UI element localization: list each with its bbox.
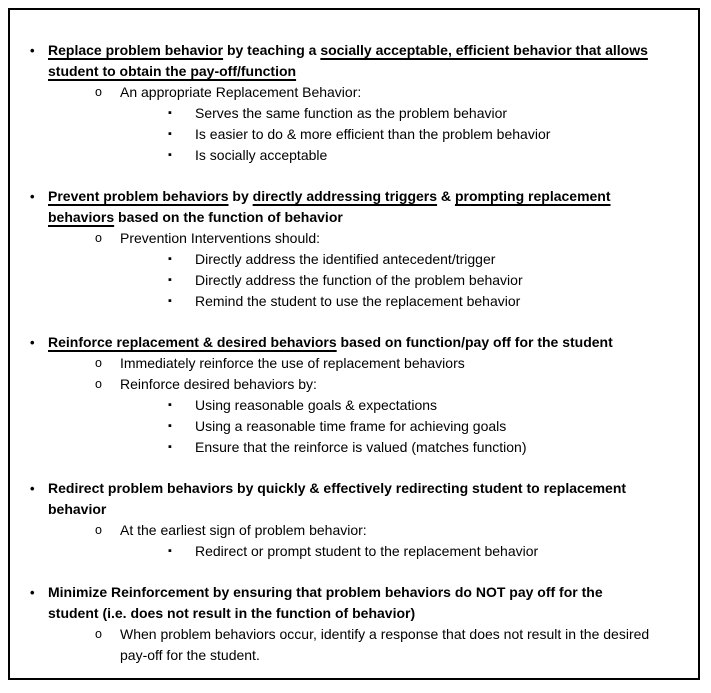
item-line: Reinforce desired behaviors by: <box>120 376 317 392</box>
item-text <box>120 520 367 541</box>
item-text <box>120 82 361 103</box>
subitem-text: Directly address the function of the problem behavior <box>195 272 523 288</box>
heading-row <box>30 478 698 520</box>
heading-segment: behavior <box>48 501 107 517</box>
subitem-text: Using reasonable goals & expectations <box>195 397 438 413</box>
item-text <box>120 228 320 249</box>
heading-line <box>48 186 698 207</box>
subitem-text: Redirect or prompt student to the replacement behavior <box>195 543 539 559</box>
heading-segment: student (i.e. does not result in the function of behavior) <box>48 605 416 621</box>
heading-row <box>30 582 698 624</box>
heading-segment: prompting replacement <box>454 188 611 204</box>
square-marker-icon: ▪ <box>168 420 172 432</box>
bullet-icon: • <box>30 481 35 496</box>
heading-text <box>48 582 698 624</box>
subitem-text: Remind the student to use the replacement behavior <box>195 293 521 309</box>
item-text <box>120 624 649 666</box>
bullet-section <box>30 582 698 666</box>
heading-segment: socially acceptable, efficient behavior that allows <box>320 42 648 58</box>
square-marker-icon: ▪ <box>168 399 172 411</box>
item-line: pay-off for the student. <box>120 647 260 663</box>
heading-line <box>48 40 698 61</box>
heading-line <box>48 332 698 353</box>
circle-marker-icon: o <box>95 523 102 537</box>
list-item-level3 <box>30 103 698 124</box>
heading-segment: Minimize Reinforcement by ensuring that problem behaviors do NOT pay off for the <box>48 584 603 600</box>
item-line: At the earliest sign of problem behavior: <box>120 522 367 538</box>
heading-row <box>30 332 698 353</box>
list-item-level3 <box>30 145 698 166</box>
subitem-text: Is easier to do & more efficient than the problem behavior <box>195 126 551 142</box>
item-line: When problem behaviors occur, identify a response that does not result in the desired <box>120 626 650 642</box>
list-item-level2 <box>30 228 698 249</box>
list-item-level3 <box>30 437 698 458</box>
square-marker-icon: ▪ <box>168 128 172 140</box>
list-item-level3 <box>30 270 698 291</box>
heading-text <box>48 186 698 228</box>
heading-segment: behaviors <box>48 209 115 225</box>
heading-segment: Redirect problem behaviors by quickly & effectively redirecting student to replacement <box>48 480 627 496</box>
bullet-section <box>30 332 698 458</box>
heading-segment: Prevent problem behaviors <box>48 188 229 204</box>
heading-text <box>48 478 698 520</box>
square-marker-icon: ▪ <box>168 253 172 265</box>
heading-line <box>48 207 698 228</box>
bullet-section <box>30 478 698 562</box>
heading-row <box>30 40 698 82</box>
subitem-text: Ensure that the reinforce is valued (matches function) <box>195 439 527 455</box>
square-marker-icon: ▪ <box>168 149 172 161</box>
heading-text <box>48 332 698 353</box>
bullet-icon: • <box>30 335 35 350</box>
heading-segment: based on function/pay off for the student <box>336 334 613 350</box>
heading-segment: & <box>437 188 455 204</box>
list-item-level2 <box>30 520 698 541</box>
subitem-text: Is socially acceptable <box>195 147 328 163</box>
document-page <box>8 8 700 680</box>
list-item-level3 <box>30 291 698 312</box>
item-text <box>120 374 317 395</box>
list-item-level2 <box>30 374 698 395</box>
item-text <box>120 353 465 374</box>
list-item-level2 <box>30 82 698 103</box>
heading-line <box>48 499 698 520</box>
list-item-level3 <box>30 416 698 437</box>
subitem-text: Using a reasonable time frame for achieving goals <box>195 418 507 434</box>
heading-segment: based on the function of behavior <box>114 209 343 225</box>
circle-marker-icon: o <box>95 356 102 370</box>
heading-segment: Reinforce replacement & desired behaviors <box>48 334 337 350</box>
square-marker-icon: ▪ <box>168 274 172 286</box>
item-line: An appropriate Replacement Behavior: <box>120 84 362 100</box>
subitem-text: Directly address the identified antecedent/trigger <box>195 251 496 267</box>
bullet-icon: • <box>30 585 35 600</box>
square-marker-icon: ▪ <box>168 441 172 453</box>
subitem-text: Serves the same function as the problem behavior <box>195 105 508 121</box>
circle-marker-icon: o <box>95 85 102 99</box>
heading-text <box>48 40 698 82</box>
bullet-icon: • <box>30 43 35 58</box>
bullet-icon: • <box>30 189 35 204</box>
list-item-level3 <box>30 541 698 562</box>
heading-line <box>48 478 698 499</box>
list-item-level3 <box>30 124 698 145</box>
square-marker-icon: ▪ <box>168 295 172 307</box>
heading-segment: student to obtain the pay-off/function <box>48 63 297 79</box>
bullet-section <box>30 40 698 166</box>
heading-segment: by <box>228 188 253 204</box>
heading-row <box>30 186 698 228</box>
list-item-level2 <box>30 353 698 374</box>
circle-marker-icon: o <box>95 231 102 245</box>
document-body <box>30 40 698 666</box>
circle-marker-icon: o <box>95 627 102 641</box>
heading-segment: directly addressing triggers <box>252 188 438 204</box>
square-marker-icon: ▪ <box>168 545 172 557</box>
list-item-level3 <box>30 249 698 270</box>
item-line: Immediately reinforce the use of replacement behaviors <box>120 355 465 371</box>
list-item-level3 <box>30 395 698 416</box>
circle-marker-icon: o <box>95 377 102 391</box>
heading-line <box>48 603 698 624</box>
heading-segment: by teaching a <box>223 42 321 58</box>
bullet-section <box>30 186 698 312</box>
heading-line <box>48 61 698 82</box>
list-item-level2 <box>30 624 698 666</box>
heading-line <box>48 582 698 603</box>
heading-segment: Replace problem behavior <box>48 42 224 58</box>
item-line: Prevention Interventions should: <box>120 230 321 246</box>
square-marker-icon: ▪ <box>168 107 172 119</box>
